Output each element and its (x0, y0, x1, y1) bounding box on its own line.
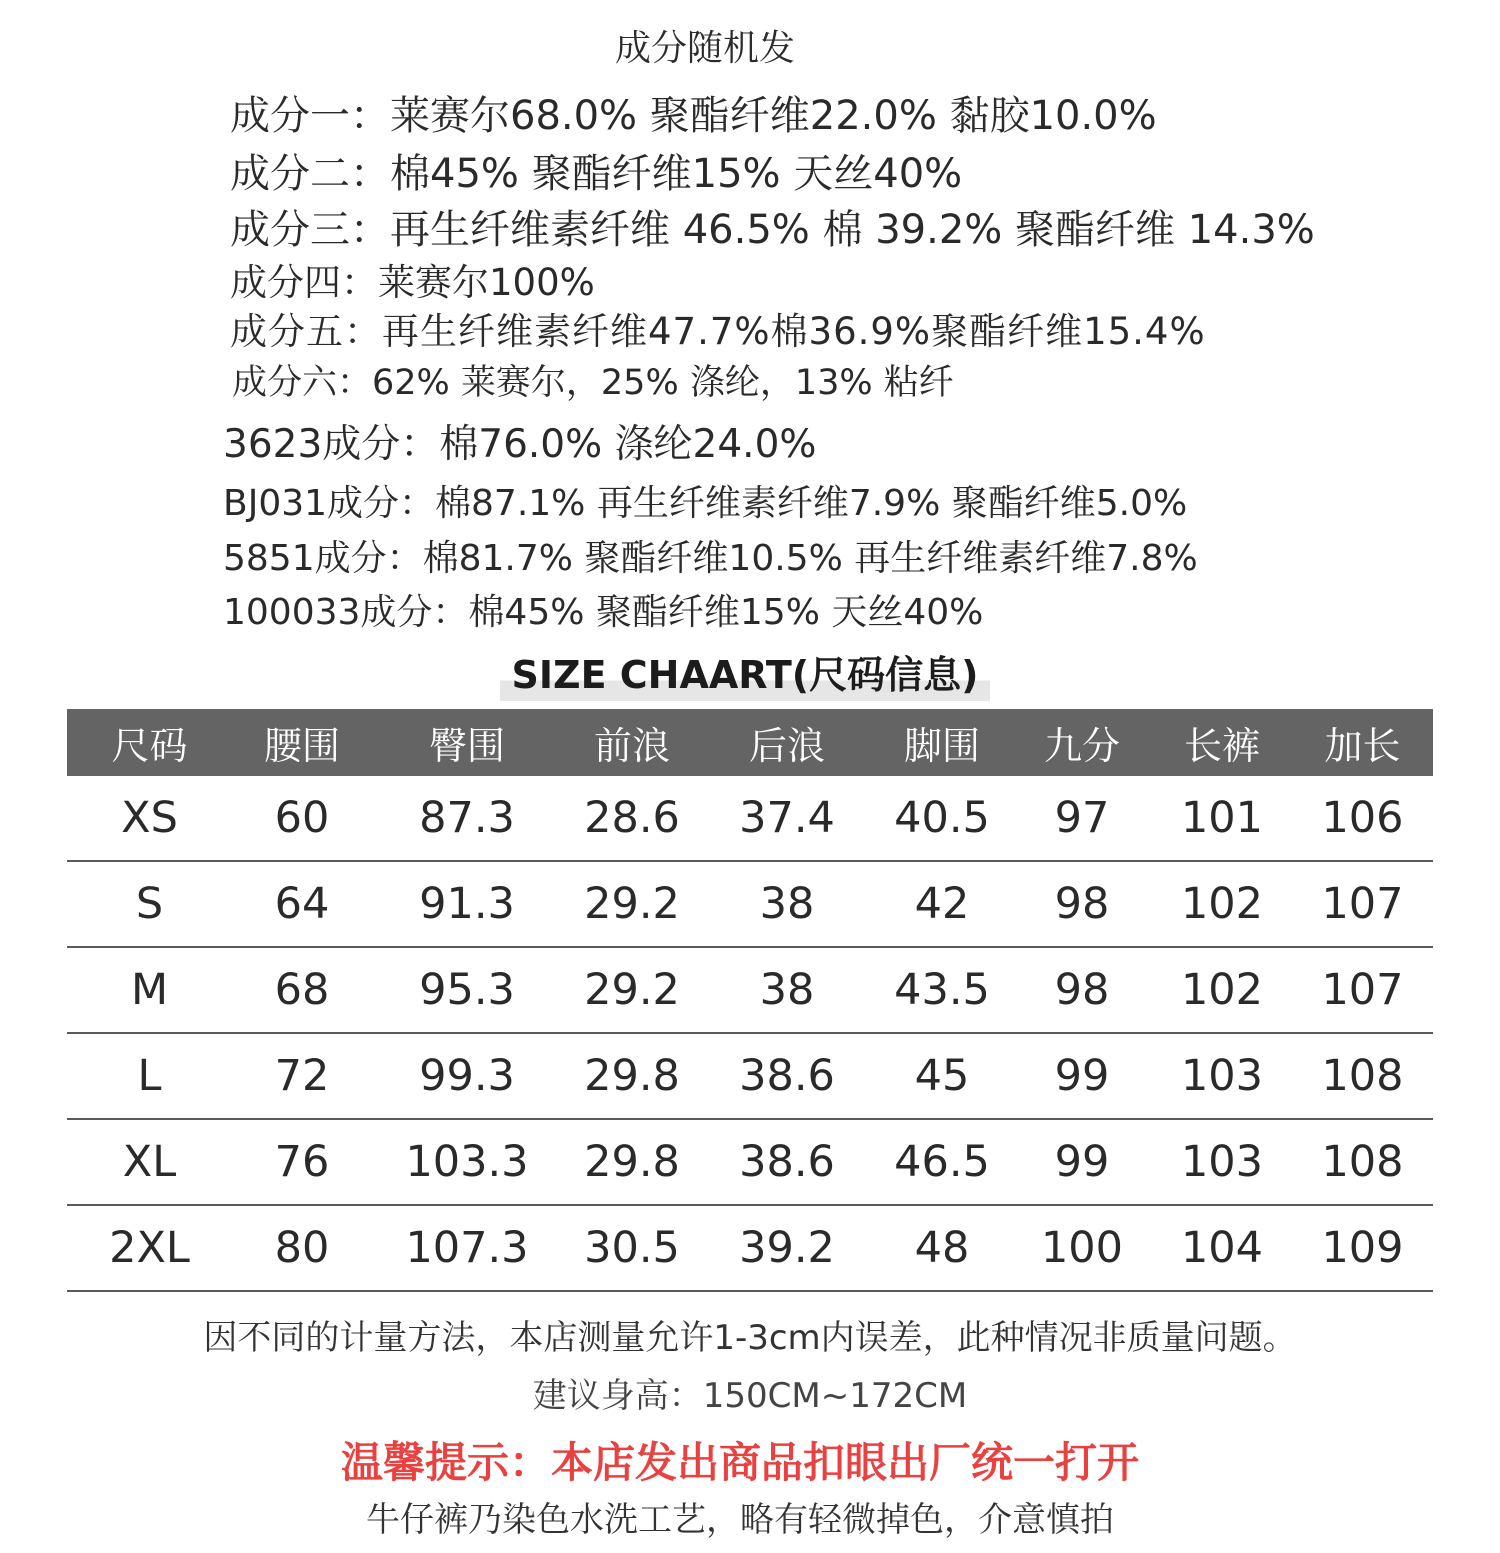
composition-line: BJ031成分：棉87.1% 再生纤维素纤维7.9% 聚酯纤维5.0% (223, 483, 1188, 524)
composition-list (0, 0, 1500, 640)
measurement-cell: 99.3 (372, 1033, 562, 1119)
measurement-cell: 108 (1292, 1033, 1433, 1119)
size-chart-table (67, 709, 1433, 1292)
measurement-cell: 98 (1012, 947, 1152, 1033)
composition-heading: 成分随机发 (614, 28, 795, 69)
measurement-cell: 108 (1292, 1119, 1433, 1205)
composition-line: 成分二：棉45% 聚酯纤维15% 天丝40% (230, 151, 963, 197)
measurement-cell: 48 (872, 1205, 1012, 1291)
composition-line: 3623成分：棉76.0% 涤纶24.0% (223, 422, 817, 467)
measurement-cell: 98 (1012, 861, 1152, 947)
measurement-cell: 80 (232, 1205, 372, 1291)
measurement-cell: 38 (702, 861, 872, 947)
size-label-cell: 2XL (67, 1205, 232, 1291)
measurement-cell: 38 (702, 947, 872, 1033)
header-cell: 腰围 (232, 709, 372, 776)
size-label-cell: L (67, 1033, 232, 1119)
size-row (67, 776, 1433, 861)
header-cell: 九分 (1012, 709, 1152, 776)
size-row (67, 1119, 1433, 1205)
size-chart-title-wrap (0, 642, 1500, 701)
dye-note: 牛仔裤乃染色水洗工艺，略有轻微掉色，介意慎拍 (366, 1500, 1114, 1540)
measurement-cell: 43.5 (872, 947, 1012, 1033)
measurement-cell: 102 (1152, 947, 1292, 1033)
measurement-cell: 46.5 (872, 1119, 1012, 1205)
size-label-cell: S (67, 861, 232, 947)
measurement-cell: 103 (1152, 1119, 1292, 1205)
header-cell: 脚围 (872, 709, 1012, 776)
composition-line: 成分五：再生纤维素纤维47.7%棉36.9%聚酯纤维15.4% (230, 310, 1206, 353)
measurement-cell: 109 (1292, 1205, 1433, 1291)
header-cell: 加长 (1292, 709, 1433, 776)
header-cell: 后浪 (702, 709, 872, 776)
warning-note: 温馨提示：本店发出商品扣眼出厂统一打开 (340, 1438, 1139, 1487)
measurement-cell: 38.6 (702, 1033, 872, 1119)
measurement-cell: 104 (1152, 1205, 1292, 1291)
header-cell: 前浪 (562, 709, 702, 776)
measurement-cell: 42 (872, 861, 1012, 947)
measurement-cell: 29.2 (562, 861, 702, 947)
header-cell: 臀围 (372, 709, 562, 776)
measurement-cell: 72 (232, 1033, 372, 1119)
measurement-cell: 29.8 (562, 1033, 702, 1119)
measurement-cell: 107 (1292, 861, 1433, 947)
size-chart-header-row (67, 709, 1433, 776)
height-note: 建议身高：150CM~172CM (532, 1376, 968, 1416)
size-row (67, 1033, 1433, 1119)
size-row (67, 947, 1433, 1033)
measurement-cell: 45 (872, 1033, 1012, 1119)
measurement-cell: 29.2 (562, 947, 702, 1033)
measurement-cell: 103.3 (372, 1119, 562, 1205)
size-chart-title: SIZE CHAART(尺码信息) (500, 642, 991, 701)
composition-line: 成分四：莱赛尔100% (230, 261, 595, 304)
measurement-cell: 30.5 (562, 1205, 702, 1291)
measurement-cell: 106 (1292, 776, 1433, 861)
composition-line: 100033成分：棉45% 聚酯纤维15% 天丝40% (223, 592, 984, 633)
measurement-cell: 97 (1012, 776, 1152, 861)
measurement-note: 因不同的计量方法，本店测量允许1-3cm内误差，此种情况非质量问题。 (203, 1318, 1297, 1358)
measurement-cell: 95.3 (372, 947, 562, 1033)
measurement-cell: 91.3 (372, 861, 562, 947)
measurement-cell: 102 (1152, 861, 1292, 947)
measurement-cell: 99 (1012, 1119, 1152, 1205)
size-label-cell: XS (67, 776, 232, 861)
measurement-cell: 76 (232, 1119, 372, 1205)
size-label-cell: M (67, 947, 232, 1033)
size-row (67, 861, 1433, 947)
measurement-cell: 99 (1012, 1033, 1152, 1119)
composition-line: 5851成分：棉81.7% 聚酯纤维10.5% 再生纤维素纤维7.8% (223, 538, 1198, 579)
size-row (67, 1205, 1433, 1291)
measurement-cell: 40.5 (872, 776, 1012, 861)
measurement-cell: 87.3 (372, 776, 562, 861)
composition-line: 成分一：莱赛尔68.0% 聚酯纤维22.0% 黏胶10.0% (230, 93, 1157, 139)
composition-line: 成分六：62% 莱赛尔，25% 涤纶，13% 粘纤 (232, 363, 954, 403)
measurement-cell: 38.6 (702, 1119, 872, 1205)
measurement-cell: 39.2 (702, 1205, 872, 1291)
header-cell: 尺码 (67, 709, 232, 776)
measurement-cell: 101 (1152, 776, 1292, 861)
measurement-cell: 100 (1012, 1205, 1152, 1291)
measurement-cell: 107.3 (372, 1205, 562, 1291)
measurement-cell: 29.8 (562, 1119, 702, 1205)
header-cell: 长裤 (1152, 709, 1292, 776)
measurement-cell: 60 (232, 776, 372, 861)
measurement-cell: 28.6 (562, 776, 702, 861)
measurement-cell: 103 (1152, 1033, 1292, 1119)
size-label-cell: XL (67, 1119, 232, 1205)
measurement-cell: 64 (232, 861, 372, 947)
measurement-cell: 107 (1292, 947, 1433, 1033)
measurement-cell: 68 (232, 947, 372, 1033)
composition-line: 成分三：再生纤维素纤维 46.5% 棉 39.2% 聚酯纤维 14.3% (230, 207, 1315, 253)
measurement-cell: 37.4 (702, 776, 872, 861)
